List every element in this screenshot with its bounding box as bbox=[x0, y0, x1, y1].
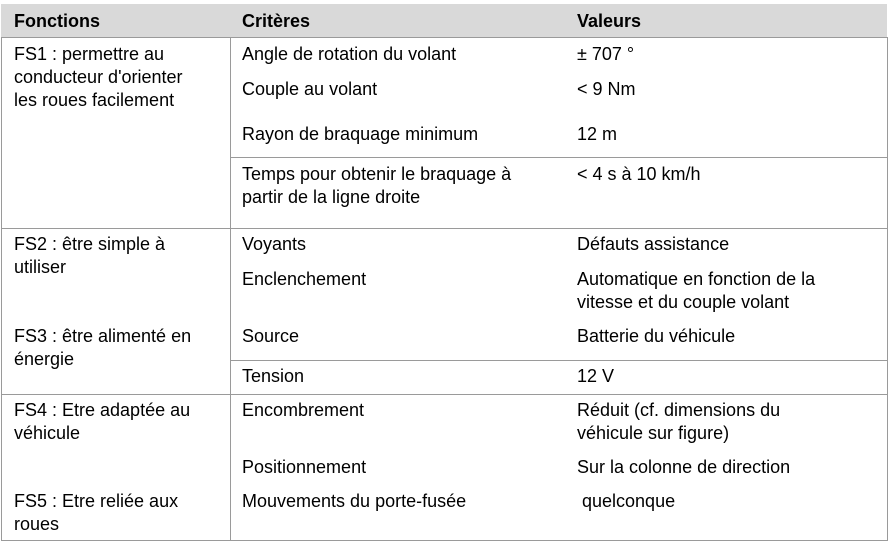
fs3-critere-source: Source bbox=[242, 326, 300, 346]
fs2-valeur-enclenchement-line1: Automatique en fonction de la bbox=[577, 269, 816, 289]
header-fonctions: Fonctions bbox=[14, 11, 100, 31]
fs3-fonction-line2: énergie bbox=[14, 349, 75, 369]
fs3-fonction-line1: FS3 : être alimenté en bbox=[14, 326, 192, 346]
fs4-fonction-line2: véhicule bbox=[14, 423, 81, 443]
fs1-valeur-temps: < 4 s à 10 km/h bbox=[577, 164, 701, 184]
column-divider bbox=[230, 37, 231, 541]
header-valeurs: Valeurs bbox=[577, 11, 642, 31]
fs5-critere-mouvements: Mouvements du porte-fusée bbox=[242, 491, 467, 511]
fs1-critere-couple: Couple au volant bbox=[242, 79, 378, 99]
fs4-critere-positionnement: Positionnement bbox=[242, 457, 367, 477]
row-divider bbox=[1, 228, 887, 229]
fs1-critere-temps-line1: Temps pour obtenir le braquage à bbox=[242, 164, 512, 184]
table-header bbox=[1, 4, 887, 37]
fs4-valeur-positionnement: Sur la colonne de direction bbox=[577, 457, 791, 477]
fs1-critere-temps-line2: partir de la ligne droite bbox=[242, 187, 421, 207]
fs2-valeur-voyants: Défauts assistance bbox=[577, 234, 730, 254]
row-divider bbox=[230, 360, 887, 361]
row-divider bbox=[230, 157, 887, 158]
fs3-valeur-tension: 12 V bbox=[577, 366, 615, 386]
fs1-fonction-line3: les roues facilement bbox=[14, 90, 175, 110]
fs1-critere-angle: Angle de rotation du volant bbox=[242, 44, 457, 64]
row-divider bbox=[1, 37, 887, 38]
fs4-valeur-encombrement-line2: véhicule sur figure) bbox=[577, 423, 730, 443]
fs3-valeur-source: Batterie du véhicule bbox=[577, 326, 736, 346]
fs5-valeur-mouvements: quelconque bbox=[577, 491, 676, 511]
fs2-valeur-enclenchement-line2: vitesse et du couple volant bbox=[577, 292, 790, 312]
table-border-bottom bbox=[1, 540, 887, 541]
fs4-valeur-encombrement-line1: Réduit (cf. dimensions du bbox=[577, 400, 781, 420]
fs1-critere-rayon: Rayon de braquage minimum bbox=[242, 124, 479, 144]
fs2-critere-enclenchement: Enclenchement bbox=[242, 269, 367, 289]
fs1-valeur-angle: ± 707 ° bbox=[577, 44, 635, 64]
fs2-fonction-line2: utiliser bbox=[14, 257, 67, 277]
fs2-critere-voyants: Voyants bbox=[242, 234, 307, 254]
fs5-fonction-line1: FS5 : Etre reliée aux bbox=[14, 491, 179, 511]
fs4-fonction-line1: FS4 : Etre adaptée au bbox=[14, 400, 191, 420]
fs1-fonction-line2: conducteur d'orienter bbox=[14, 67, 183, 87]
fs1-valeur-couple: < 9 Nm bbox=[577, 79, 636, 99]
fs1-valeur-rayon: 12 m bbox=[577, 124, 618, 144]
fs1-fonction-line1: FS1 : permettre au bbox=[14, 44, 165, 64]
header-criteres: Critères bbox=[242, 11, 311, 31]
fs2-fonction-line1: FS2 : être simple à bbox=[14, 234, 166, 254]
row-divider bbox=[1, 394, 887, 395]
table-border-right bbox=[887, 37, 888, 541]
fs3-critere-tension: Tension bbox=[242, 366, 305, 386]
fs5-fonction-line2: roues bbox=[14, 514, 60, 534]
fs4-critere-encombrement: Encombrement bbox=[242, 400, 365, 420]
table-border-left bbox=[1, 37, 2, 541]
